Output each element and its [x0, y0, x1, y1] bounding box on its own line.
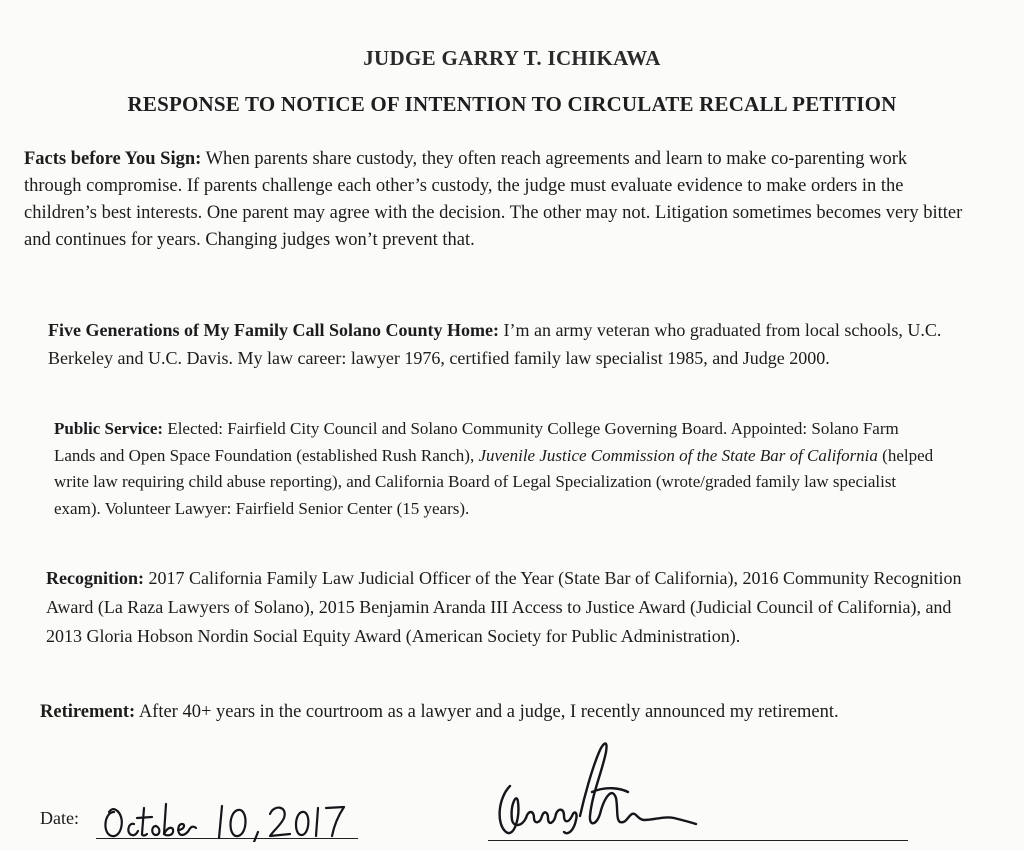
- generations-heading: Five Generations of My Family Call Solano County Home:: [48, 320, 499, 340]
- appointed-text-rest: (helped write law requiring child abuse reporting), and California Board of Legal Specialization (wrote/graded family law specialist exam).: [54, 445, 934, 518]
- appointed-text: Solano Farm Lands and Open Space Foundation (established Rush Ranch),: [54, 419, 899, 465]
- retirement-body: After 40+ years in the courtroom as a lawyer and a judge, I recently announced my retirement.: [138, 702, 839, 722]
- recognition-section: [46, 564, 991, 651]
- generations-section: [48, 316, 948, 372]
- facts-body: When parents share custody, they often reach agreements and learn to make co-parenting work through compromise. If parents challenge each other’s custody, the judge must evaluate evidence to make orders in the children’s best interests. One parent may agree with the decision. The other may not. Litigation sometimes becomes very bitter and continues for years. Changing judges won’t prevent that.: [24, 149, 963, 250]
- appointed-label: Appointed:: [730, 419, 808, 438]
- date-label: Date:: [40, 808, 79, 828]
- elected-label: Elected:: [167, 419, 224, 438]
- generations-body: I’m an army veteran who graduated from local schools, U.C. Berkeley and U.C. Davis. My law career: lawyer 1976, certified family law specialist 1985, and Judge 2000.: [48, 320, 942, 368]
- facts-section: [24, 146, 969, 254]
- document-title: JUDGE GARRY T. ICHIKAWA: [363, 46, 661, 70]
- signature-drawing: [488, 728, 708, 846]
- signature: [488, 728, 708, 851]
- public-service-section: [54, 416, 944, 522]
- volunteer-text: Fairfield Senior Center (15 years).: [235, 498, 470, 518]
- volunteer-label: Volunteer Lawyer:: [104, 498, 232, 518]
- retirement-heading: Retirement:: [40, 702, 136, 722]
- elected-text: Fairfield City Council and Solano Community College Governing Board.: [227, 419, 728, 438]
- retirement-section: [40, 696, 1000, 729]
- appointed-text-italic: Juvenile Justice Commission of the State Bar of California: [478, 445, 878, 465]
- document-subtitle: RESPONSE TO NOTICE OF INTENTION TO CIRCULATE RECALL PETITION: [127, 92, 897, 116]
- handwritten-date: [100, 790, 350, 847]
- public-service-heading: Public Service:: [54, 419, 164, 438]
- facts-heading: Facts before You Sign:: [24, 149, 202, 169]
- handwritten-date-drawing: [100, 790, 350, 842]
- recognition-body: 2017 California Family Law Judicial Officer of the Year (State Bar of California), 2016 Community Recognition Award (La Raza Lawyers of Solano), 2015 Benjamin Aranda III Access to Justice Award (Judicial Council of California), and 2013 Gloria Hobson Nordin Social Equity Award (American Society for Public Administration).: [46, 568, 962, 646]
- recognition-heading: Recognition:: [46, 568, 144, 588]
